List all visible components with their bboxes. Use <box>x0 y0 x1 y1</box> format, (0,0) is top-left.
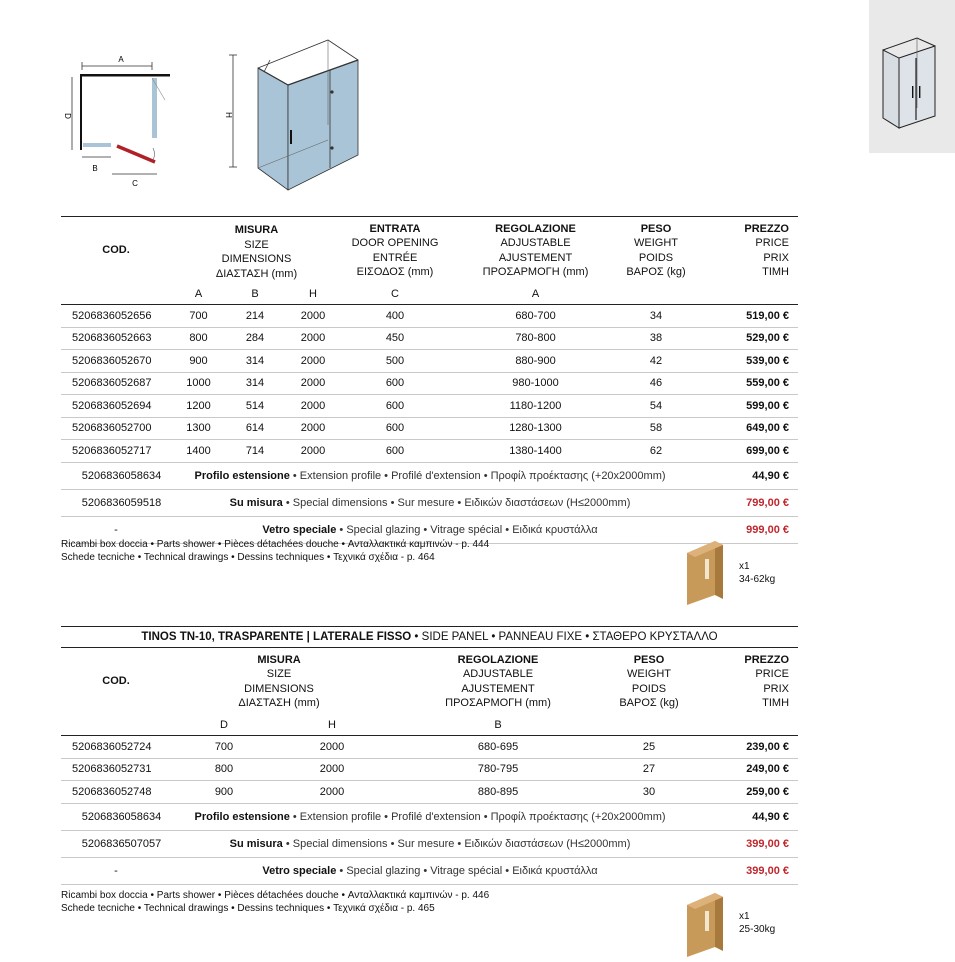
dim-label-a: A <box>118 55 124 64</box>
subheader-a: A <box>171 284 226 305</box>
misura-header-fr: DIMENSIONS <box>221 253 292 265</box>
main-price-table <box>61 216 798 544</box>
extra-option-row <box>61 857 798 884</box>
size-h: 2000 <box>284 372 342 395</box>
size-b: 314 <box>226 372 284 395</box>
table-row <box>61 440 798 463</box>
option-translations: • Extension profile • Profilé d'extension • Προφίλ προέκτασης (+20x2000mm) <box>289 469 666 482</box>
adjustable-range: 680-700 <box>448 305 623 328</box>
product-code: - <box>61 857 171 884</box>
adjustable-range: 880-895 <box>387 781 609 804</box>
size-a: 1400 <box>171 440 226 463</box>
size-a: 900 <box>171 350 226 373</box>
regolazione-header-2-fr: AJUSTEMENT <box>461 682 535 695</box>
dim-label-b: B <box>92 164 98 173</box>
size-b: 214 <box>226 305 284 328</box>
product-code: 5206836059518 <box>61 489 171 516</box>
option-name: Profilo estensione <box>194 810 290 823</box>
size-a: 1000 <box>171 372 226 395</box>
size-h: 2000 <box>284 327 342 350</box>
price: 259,00 € <box>689 781 798 804</box>
misura-header-2-fr: DIMENSIONS <box>244 682 314 695</box>
product-code: - <box>61 516 171 543</box>
table-row <box>61 305 798 328</box>
side-panel-title-rest: • SIDE PANEL • PANNEAU FIXE • ΣΤΑΘΕΡΟ ΚΡΥΣΤΑΛΛΟ <box>411 631 718 643</box>
product-code: 5206836052694 <box>61 395 171 418</box>
dim-label-c: C <box>132 179 138 188</box>
side-panel-table <box>61 626 798 885</box>
size-a: 700 <box>171 305 226 328</box>
price: 999,00 € <box>689 516 798 543</box>
price: 44,90 € <box>689 463 798 490</box>
dim-label-d: D <box>63 113 72 119</box>
table-row <box>61 327 798 350</box>
package-qty: x1 <box>739 561 750 572</box>
weight: 58 <box>623 417 689 440</box>
note-drawings-title: Schede tecniche <box>61 551 135 563</box>
weight: 62 <box>623 440 689 463</box>
package-qty-2: x1 <box>739 911 750 922</box>
subheader-b: B <box>226 284 284 305</box>
adjustable-range: 780-800 <box>448 327 623 350</box>
size-h: 2000 <box>277 736 387 759</box>
size-h: 2000 <box>284 417 342 440</box>
product-code: 5206836507057 <box>61 830 171 857</box>
size-h: 2000 <box>277 758 387 781</box>
price: 529,00 € <box>689 327 798 350</box>
package-weight: 34-62kg <box>739 574 776 585</box>
weight: 25 <box>609 736 689 759</box>
extra-option-row <box>61 804 798 831</box>
regolazione-header-2-gr: ΠΡΟΣΑΡΜΟΓΗ (mm) <box>445 697 551 709</box>
option-translations: • Special dimensions • Sur mesure • Ειδικών διαστάσεων (H≤2000mm) <box>282 837 631 850</box>
size-b: 284 <box>226 327 284 350</box>
package-weight-2: 25-30kg <box>739 924 776 935</box>
option-description <box>171 463 689 490</box>
cod-header-2: COD. <box>102 675 130 688</box>
table2-extras <box>61 804 798 885</box>
weight: 42 <box>623 350 689 373</box>
weight: 54 <box>623 395 689 418</box>
weight: 27 <box>609 758 689 781</box>
option-description <box>171 489 689 516</box>
note-drawings-2 <box>61 903 489 916</box>
price: 399,00 € <box>689 857 798 884</box>
misura-header-2-en: SIZE <box>266 668 292 680</box>
misura-header: MISURA <box>234 224 279 236</box>
price: 539,00 € <box>689 350 798 373</box>
weight: 30 <box>609 781 689 804</box>
table-row <box>61 350 798 373</box>
weight: 34 <box>623 305 689 328</box>
option-description <box>171 857 689 884</box>
prezzo-header-2-gr: ΤΙΜΗ <box>762 697 790 709</box>
door-opening: 400 <box>342 305 448 328</box>
adjustable-range: 980-1000 <box>448 372 623 395</box>
table1-notes <box>61 539 489 564</box>
entrata-header: ENTRATA <box>369 222 421 235</box>
door-opening: 600 <box>342 395 448 418</box>
product-code: 5206836052663 <box>61 327 171 350</box>
size-h: 2000 <box>284 305 342 328</box>
package-info-2 <box>739 910 775 936</box>
adjustable-range: 1280-1300 <box>448 417 623 440</box>
size-b: 614 <box>226 417 284 440</box>
subheader-c: C <box>342 284 448 305</box>
note-drawings-text: • Technical drawings • Dessins techniques • Τεχνικά σχέδια - p. 464 <box>134 551 435 563</box>
price: 559,00 € <box>689 372 798 395</box>
prezzo-header-gr: ΤΙΜΗ <box>762 266 789 278</box>
table-row <box>61 372 798 395</box>
size-h: 2000 <box>277 781 387 804</box>
option-description <box>171 804 689 831</box>
option-name: Profilo estensione <box>194 469 290 482</box>
entrata-header-en: DOOR OPENING <box>351 237 439 249</box>
regolazione-header-fr: AJUSTEMENT <box>498 251 573 264</box>
price: 239,00 € <box>689 736 798 759</box>
prezzo-header-2-fr: PRIX <box>763 682 790 695</box>
product-code: 5206836052748 <box>61 781 171 804</box>
prezzo-header-2: PREZZO <box>744 653 790 666</box>
table1-extras <box>61 463 798 544</box>
dim-label-h: H <box>224 112 233 118</box>
regolazione-header-2-en: ADJUSTABLE <box>462 668 534 680</box>
misura-header-en: SIZE <box>244 238 269 251</box>
note-drawings-2-text: • Technical drawings • Dessins techniques • Τεχνικά σχέδια - p. 465 <box>134 902 435 914</box>
door-opening: 450 <box>342 327 448 350</box>
misura-header-2-gr: ΔΙΑΣΤΑΣΗ (mm) <box>238 697 320 709</box>
option-description <box>171 830 689 857</box>
price: 249,00 € <box>689 758 798 781</box>
adjustable-range: 680-695 <box>387 736 609 759</box>
size-b: 514 <box>226 395 284 418</box>
size-a: 800 <box>171 327 226 350</box>
note-parts-2-text: • Parts shower • Pièces détachées douche • Ανταλλακτικά καμπινών - p. 446 <box>147 890 490 901</box>
note-parts-2 <box>61 890 489 903</box>
regolazione-header-2: REGOLAZIONE <box>457 653 539 666</box>
peso-header-gr: ΒΑΡΟΣ (kg) <box>626 266 686 278</box>
option-translations: • Special glazing • Vitrage spécial • Ειδικά κρυστάλλα <box>336 864 598 877</box>
product-code: 5206836052670 <box>61 350 171 373</box>
prezzo-header-en: PRICE <box>755 237 789 249</box>
entrata-header-gr: ΕΙΣΟΔΟΣ (mm) <box>356 266 434 278</box>
subheader-h: H <box>284 284 342 305</box>
table2-notes <box>61 890 489 915</box>
extra-option-row <box>61 830 798 857</box>
size-d: 900 <box>171 781 277 804</box>
product-code: 5206836052687 <box>61 372 171 395</box>
adjustable-range: 1180-1200 <box>448 395 623 418</box>
regolazione-header-gr: ΠΡΟΣΑΡΜΟΓΗ (mm) <box>482 266 589 278</box>
peso-header-2-en: WEIGHT <box>627 668 672 680</box>
weight: 38 <box>623 327 689 350</box>
note-drawings <box>61 552 489 565</box>
door-opening: 600 <box>342 372 448 395</box>
extra-option-row <box>61 489 798 516</box>
extra-option-row <box>61 463 798 490</box>
note-drawings-2-title: Schede tecniche <box>61 902 135 914</box>
prezzo-header-fr: PRIX <box>763 251 789 264</box>
option-translations: • Special glazing • Vitrage spécial • Ειδικά κρυστάλλα <box>336 523 598 536</box>
adjustable-range: 880-900 <box>448 350 623 373</box>
adjustable-range: 780-795 <box>387 758 609 781</box>
misura-header-gr: ΔΙΑΣΤΑΣΗ (mm) <box>215 267 298 280</box>
product-code: 5206836052724 <box>61 736 171 759</box>
entrata-header-fr: ENTRÉE <box>372 251 418 264</box>
package-info <box>739 560 775 586</box>
price: 799,00 € <box>689 489 798 516</box>
peso-header: PESO <box>640 222 672 235</box>
package-box-icon <box>685 539 730 605</box>
size-a: 1200 <box>171 395 226 418</box>
table1-header <box>61 217 798 463</box>
product-code: 5206836058634 <box>61 804 171 831</box>
side-panel-title-bold: TINOS TN-10, TRASPARENTE | LATERALE FISSO <box>141 631 412 643</box>
peso-header-2: PESO <box>633 653 665 666</box>
peso-header-en: WEIGHT <box>634 237 678 249</box>
price: 399,00 € <box>689 830 798 857</box>
misura-header-2: MISURA <box>257 653 301 666</box>
side-panel-title <box>61 626 798 648</box>
note-parts-title: Ricambi box doccia <box>61 539 148 550</box>
product-thumbnail <box>869 0 955 153</box>
size-h: 2000 <box>284 440 342 463</box>
table-row <box>61 781 798 804</box>
floor-plan-diagram <box>55 50 180 190</box>
peso-header-fr: POIDS <box>638 251 674 264</box>
price: 699,00 € <box>689 440 798 463</box>
prezzo-header: PREZZO <box>744 222 789 235</box>
price: 519,00 € <box>689 305 798 328</box>
enclosure-thumbnail-icon <box>869 0 955 153</box>
enclosure-3d-drawing <box>218 30 368 195</box>
subheader-adj-b: B <box>387 715 609 736</box>
size-b: 714 <box>226 440 284 463</box>
peso-header-2-gr: ΒΑΡΟΣ (kg) <box>619 697 679 709</box>
option-name: Su misura <box>229 837 283 850</box>
door-opening: 600 <box>342 440 448 463</box>
door-opening: 500 <box>342 350 448 373</box>
note-parts-text: • Parts shower • Pièces détachées douche • Ανταλλακτικά καμπινών - p. 444 <box>147 539 490 550</box>
size-d: 700 <box>171 736 277 759</box>
product-code: 5206836052731 <box>61 758 171 781</box>
regolazione-header-en: ADJUSTABLE <box>500 237 571 249</box>
option-name: Vetro speciale <box>262 864 337 877</box>
product-code: 5206836052656 <box>61 305 171 328</box>
product-code: 5206836058634 <box>61 463 171 490</box>
cod-header: COD. <box>102 244 130 257</box>
package-box-icon-2 <box>685 891 730 957</box>
note-parts-2-title: Ricambi box doccia <box>61 890 148 901</box>
prezzo-header-2-en: PRICE <box>755 668 790 680</box>
weight: 46 <box>623 372 689 395</box>
table-row <box>61 736 798 759</box>
option-translations: • Special dimensions • Sur mesure • Ειδικών διαστάσεων (H≤2000mm) <box>282 496 631 509</box>
product-code: 5206836052717 <box>61 440 171 463</box>
option-name: Su misura <box>229 496 283 509</box>
peso-header-2-fr: POIDS <box>631 682 667 695</box>
subheader-adj-a: A <box>448 284 623 305</box>
size-a: 1300 <box>171 417 226 440</box>
regolazione-header: REGOLAZIONE <box>495 222 576 235</box>
note-parts <box>61 539 489 552</box>
table2-header <box>61 648 798 804</box>
size-h: 2000 <box>284 350 342 373</box>
door-opening: 600 <box>342 417 448 440</box>
table-row <box>61 758 798 781</box>
adjustable-range: 1380-1400 <box>448 440 623 463</box>
subheader-d: D <box>171 715 277 736</box>
size-d: 800 <box>171 758 277 781</box>
option-translations: • Extension profile • Profilé d'extension • Προφίλ προέκτασης (+20x2000mm) <box>289 810 666 823</box>
size-b: 314 <box>226 350 284 373</box>
price: 44,90 € <box>689 804 798 831</box>
price: 599,00 € <box>689 395 798 418</box>
price: 649,00 € <box>689 417 798 440</box>
size-h: 2000 <box>284 395 342 418</box>
product-code: 5206836052700 <box>61 417 171 440</box>
subheader-h-2: H <box>277 715 387 736</box>
table-row <box>61 417 798 440</box>
option-name: Vetro speciale <box>262 523 337 536</box>
table-row <box>61 395 798 418</box>
